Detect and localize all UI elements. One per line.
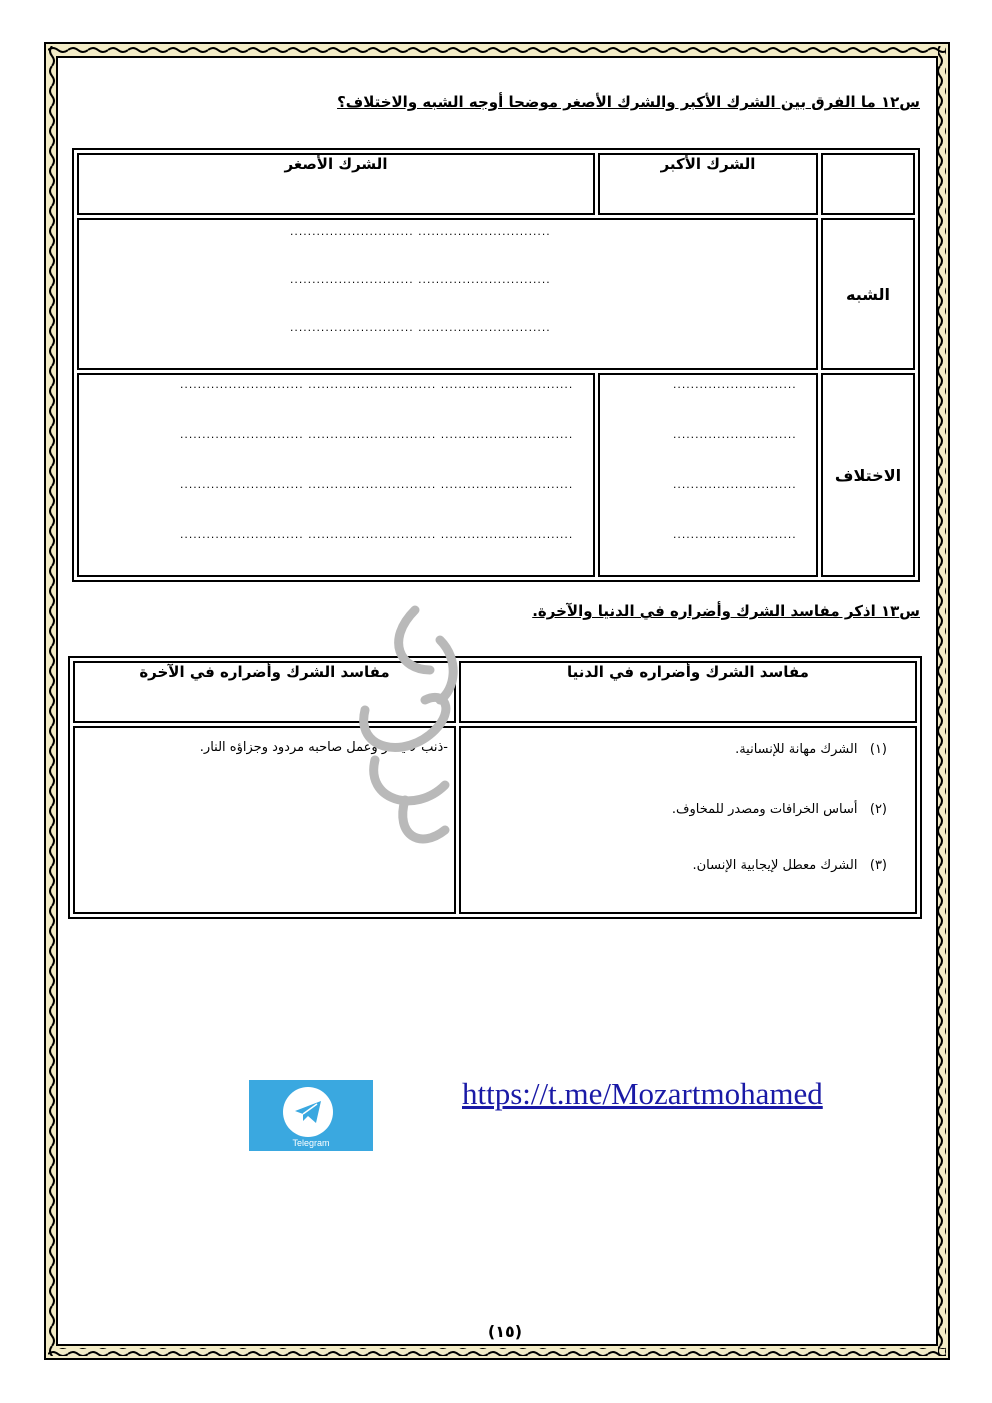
comparison-table bbox=[72, 148, 920, 582]
row-label-similarity: الشبه bbox=[821, 218, 915, 370]
answer-line: ............................ .............................. bbox=[289, 228, 550, 238]
answer-line: ............................ bbox=[672, 381, 796, 391]
header-worldly-harms: مفاسد الشرك وأضراره في الدنيا bbox=[459, 661, 917, 723]
item-number: (٢) bbox=[869, 802, 887, 817]
corner-cell bbox=[821, 153, 915, 215]
telegram-logo[interactable] bbox=[249, 1080, 373, 1151]
difference-major-cell[interactable] bbox=[598, 373, 818, 577]
signature-watermark bbox=[345, 600, 475, 860]
list-item bbox=[692, 858, 887, 873]
hereafter-harms-text: -ذنب لا يغفر وعمل صاحبه مردود وجزاؤه النار. bbox=[199, 740, 448, 755]
answer-line: ............................ bbox=[672, 431, 796, 441]
header-major-shirk: الشرك الأكبر bbox=[598, 153, 818, 215]
row-label-difference: الاختلاف bbox=[821, 373, 915, 577]
item-number: (١) bbox=[869, 742, 887, 757]
page-number: (١٥) bbox=[487, 1322, 523, 1341]
paper-plane-icon bbox=[293, 1099, 323, 1125]
similarity-answer-cell[interactable] bbox=[77, 218, 818, 370]
telegram-label: Telegram bbox=[292, 1138, 330, 1148]
question-13-title: س١٣ اذكر مفاسد الشرك وأضراره في الدنيا والآخرة. bbox=[532, 602, 920, 620]
worldly-harms-list bbox=[459, 726, 917, 914]
list-item bbox=[735, 742, 887, 757]
item-text: الشرك معطل لإيجابية الإنسان. bbox=[692, 858, 858, 873]
difference-minor-cell[interactable] bbox=[77, 373, 595, 577]
item-number: (٣) bbox=[869, 858, 887, 873]
question-12-title: س١٢ ما الفرق بين الشرك الأكبر والشرك الأصغر موضحا أوجه الشبه والاختلاف؟ bbox=[337, 93, 920, 111]
item-text: أساس الخرافات ومصدر للمخاوف. bbox=[671, 802, 858, 817]
telegram-channel-link[interactable]: https://t.me/Mozartmohamed bbox=[462, 1076, 823, 1111]
answer-line: ............................ ............................. .............................. bbox=[179, 531, 573, 541]
header-minor-shirk: الشرك الأصغر bbox=[77, 153, 595, 215]
answer-line: ............................ .............................. bbox=[289, 324, 550, 334]
answer-line: ............................ ............................. .............................. bbox=[179, 431, 573, 441]
answer-line: ............................ .............................. bbox=[289, 276, 550, 286]
header-hereafter-harms: مفاسد الشرك وأضراره في الآخرة bbox=[73, 661, 456, 723]
answer-line: ............................ ............................. .............................. bbox=[179, 381, 573, 391]
answer-line: ............................ bbox=[672, 531, 796, 541]
answer-line: ............................ bbox=[672, 481, 796, 491]
answer-line: ............................ ............................. .............................. bbox=[179, 481, 573, 491]
list-item bbox=[672, 802, 887, 817]
item-text: الشرك مهانة للإنسانية. bbox=[735, 742, 858, 757]
harms-table bbox=[68, 656, 922, 919]
